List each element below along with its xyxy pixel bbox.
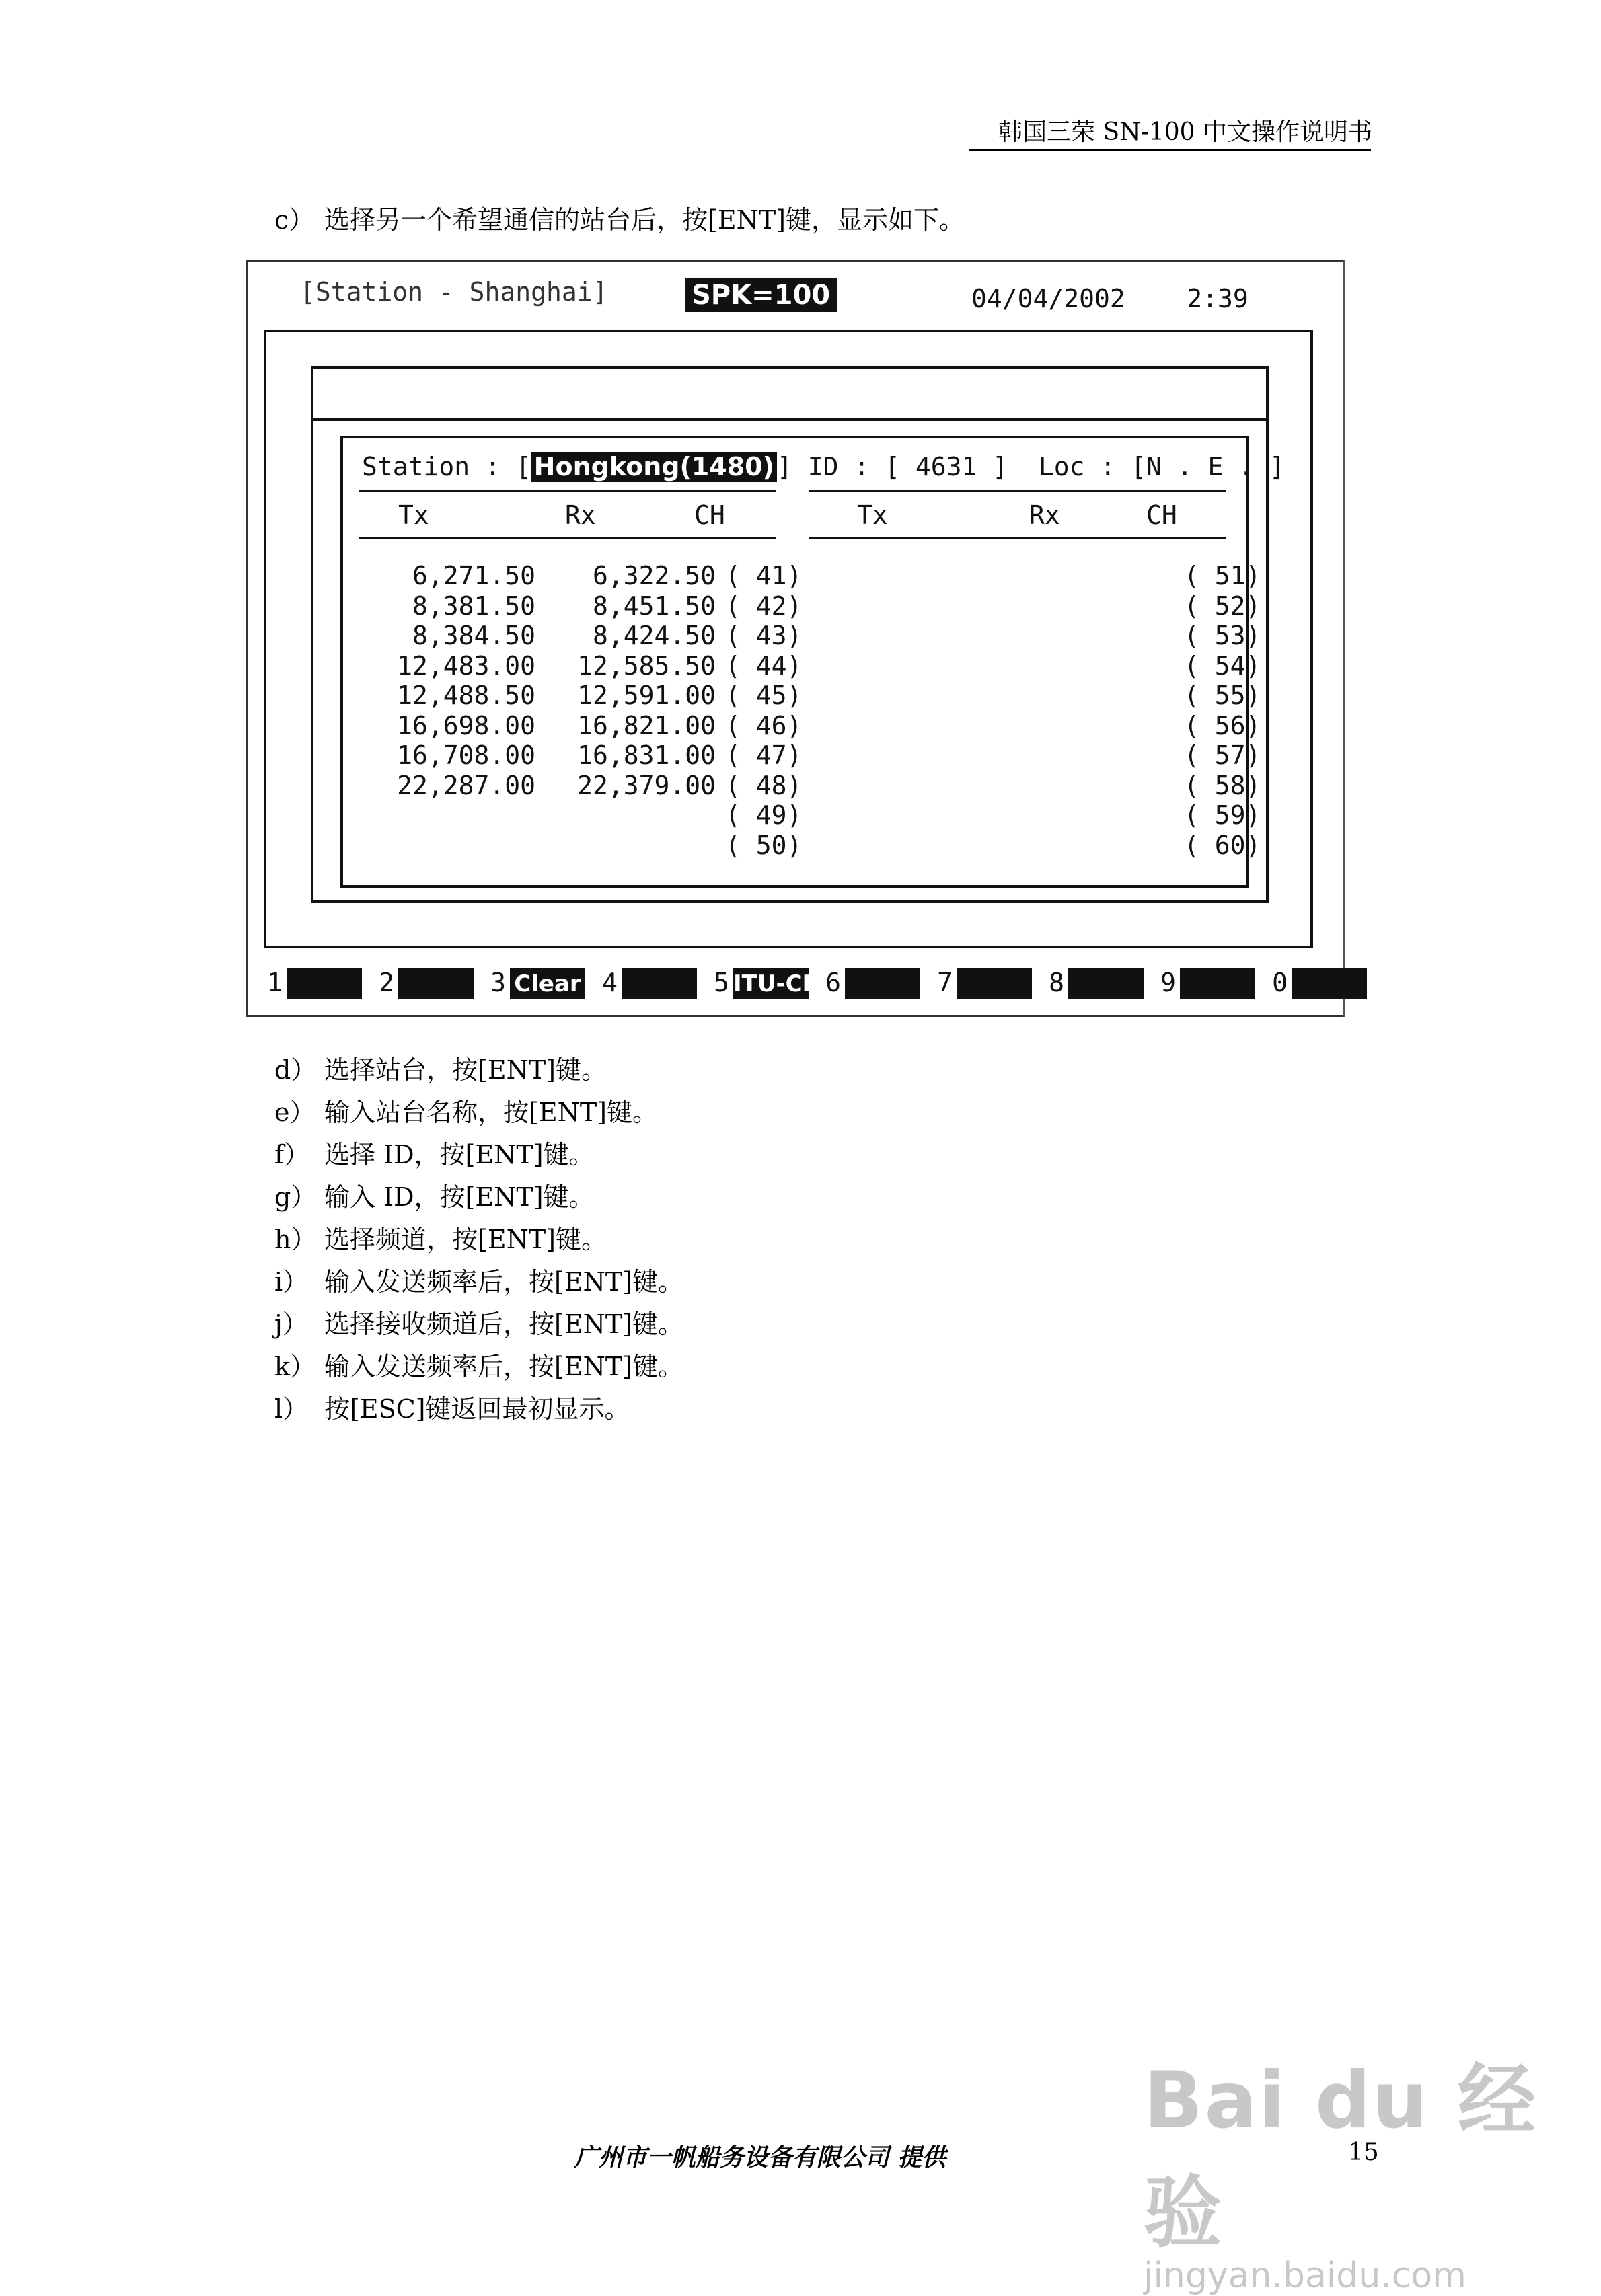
col-header-ch-left: CH [694,500,725,530]
baidu-watermark [1144,2038,1601,2296]
step-tag: i） [274,1267,309,1297]
function-key-label [1180,968,1255,999]
screenshot-border-right [1343,260,1345,1017]
step-item [274,1303,683,1346]
function-key-2[interactable] [371,968,474,1000]
col-header-ch-right: CH [1146,500,1177,530]
station-prefix: Station : [ [362,452,531,482]
row-channel-right: ( 54) [1184,650,1261,681]
step-tag: d） [274,1055,317,1085]
step-tag: f） [274,1140,310,1170]
function-key-3[interactable] [483,968,585,1000]
intro-tag: c） [274,205,315,235]
step-tag: l） [274,1394,309,1424]
row-tx-value: 6,271.50 [412,561,535,590]
function-key-label: ITU-CH [733,968,809,999]
loc-field[interactable]: Loc : [N . E . ] [1038,452,1285,482]
step-text: 按[ESC]键返回最初显示。 [324,1394,630,1424]
station-line [362,452,1285,482]
row-rx-value: 22,379.00 [577,770,716,800]
row-channel-left: ( 49) [725,800,803,830]
row-rx-value: 12,591.00 [577,681,716,710]
step-item [274,1092,683,1134]
station-name-field[interactable]: Hongkong(1480) [531,452,777,482]
row-channel-left: ( 43) [725,621,803,650]
watermark-url: jingyan.baidu.com [1144,2256,1466,2296]
function-key-1[interactable] [260,968,362,1000]
function-key-number: 6 [825,967,841,997]
function-key-number: 4 [602,967,618,997]
footer-text: 广州市一帆船务设备有限公司 提供 [574,2143,946,2172]
row-channel-left: ( 44) [725,650,803,681]
row-channel-right: ( 59) [1184,800,1261,830]
function-key-bar [260,967,1376,999]
function-key-label [622,968,697,999]
watermark-brand: Bai du 经验 [1144,2055,1537,2258]
row-channel-left: ( 50) [725,830,803,860]
row-tx-value: 12,488.50 [397,681,535,710]
step-text: 输入站台名称，按[ENT]键。 [324,1098,658,1127]
header-bottom-rule-left [359,537,776,539]
row-channel-right: ( 53) [1184,621,1261,650]
date-value: 04/04/2002 [971,284,1125,313]
row-channel-left: ( 46) [725,710,803,740]
step-tag: k） [274,1352,316,1381]
step-tag: g） [274,1182,317,1212]
row-tx-value: 8,384.50 [412,621,535,650]
function-key-number: 0 [1272,967,1288,997]
row-rx-value: 16,831.00 [577,740,716,770]
row-tx-value: 12,483.00 [397,650,535,681]
row-channel-right: ( 58) [1184,770,1261,800]
device-screenshot [246,260,1347,1017]
function-key-label [957,968,1032,999]
step-item [274,1388,683,1430]
row-rx-value: 6,322.50 [592,561,716,590]
intro-text: 选择另一个希望通信的站台后，按[ENT]键，显示如下。 [324,205,965,235]
row-channel-left: ( 41) [725,561,803,590]
col-header-rx-right: Rx [1029,500,1060,530]
function-key-number: 1 [267,967,283,997]
row-channel-left: ( 42) [725,590,803,621]
row-tx-value: 16,698.00 [397,710,535,740]
col-header-tx-left: Tx [398,500,429,530]
function-key-label: Clear [510,968,585,999]
row-channel-right: ( 56) [1184,710,1261,740]
function-key-label [845,968,920,999]
screenshot-border-left [246,260,248,1017]
row-rx-value: 8,424.50 [592,621,716,650]
step-text: 输入 ID，按[ENT]键。 [324,1182,595,1212]
dialog-title-rule [311,418,1269,421]
row-channel-left: ( 48) [725,770,803,800]
row-channel-right: ( 55) [1184,681,1261,710]
function-key-5[interactable] [706,967,821,1000]
row-rx-value: 8,451.50 [592,590,716,621]
step-item [274,1176,683,1219]
page-number: 15 [1348,2139,1379,2166]
station-title: [Station - Shanghai] [300,277,608,307]
function-key-label [1292,968,1367,999]
row-tx-value: 8,381.50 [412,590,535,621]
step-item [274,1134,683,1176]
function-key-number: 9 [1160,967,1176,997]
intro-paragraph [274,199,965,236]
header-top-rule-right [809,490,1226,492]
header-bottom-rule-right [809,537,1226,539]
row-tx-value: 22,287.00 [397,770,535,800]
function-key-number: 5 [714,967,729,997]
row-channel-right: ( 52) [1184,590,1261,621]
function-key-9[interactable] [1153,968,1255,1000]
function-key-7[interactable] [930,968,1032,1000]
step-item [274,1219,683,1261]
function-key-label [398,968,474,999]
row-channel-left: ( 45) [725,681,803,710]
screenshot-border-top [246,260,1344,262]
header-top-rule-left [359,490,776,492]
step-list [274,1049,683,1430]
function-key-number: 7 [937,967,953,997]
step-tag: e） [274,1098,315,1127]
row-rx-value: 12,585.50 [577,650,716,681]
row-tx-value: 16,708.00 [397,740,535,770]
step-tag: j） [274,1309,308,1339]
step-text: 选择频道，按[ENT]键。 [324,1225,607,1254]
document-header: 韩国三荣 SN-100 中文操作说明书 [998,118,1372,146]
screenshot-border-bottom [246,1015,1344,1017]
date-time [971,284,1249,313]
function-key-8[interactable] [1041,968,1144,1000]
function-key-number: 2 [379,967,394,997]
header-rule [969,149,1371,151]
step-tag: h） [274,1225,317,1254]
col-header-tx-right: Tx [857,500,888,530]
function-key-label [287,968,362,999]
row-rx-value: 16,821.00 [577,710,716,740]
row-channel-left: ( 47) [725,740,803,770]
time-value: 2:39 [1187,284,1249,313]
function-key-number: 3 [490,967,506,997]
step-item [274,1346,683,1388]
step-text: 选择站台，按[ENT]键。 [324,1055,607,1085]
row-channel-right: ( 57) [1184,740,1261,770]
step-text: 输入发送频率后，按[ENT]键。 [324,1267,683,1297]
function-key-4[interactable] [595,968,697,1000]
step-text: 选择接收频道后，按[ENT]键。 [324,1309,683,1339]
id-field[interactable]: ] ID : [ 4631 ] [776,452,1008,482]
step-text: 输入发送频率后，按[ENT]键。 [324,1352,683,1381]
spk-indicator: SPK=100 [685,278,837,312]
row-channel-right: ( 60) [1184,830,1261,860]
col-header-rx-left: Rx [565,500,596,530]
step-item [274,1049,683,1092]
function-key-number: 8 [1049,967,1064,997]
function-key-label [1068,968,1144,999]
row-channel-right: ( 51) [1184,561,1261,590]
step-item [274,1261,683,1303]
function-key-6[interactable] [818,968,920,1000]
step-text: 选择 ID，按[ENT]键。 [324,1140,595,1170]
function-key-0[interactable] [1265,968,1367,1000]
